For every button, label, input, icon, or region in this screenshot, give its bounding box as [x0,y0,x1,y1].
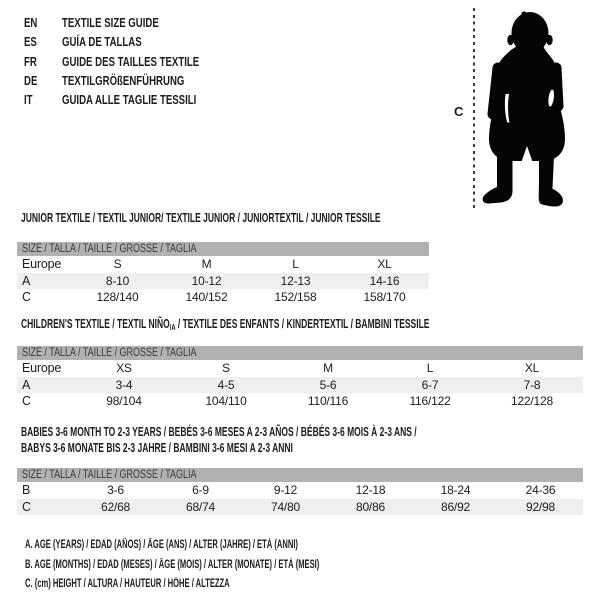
table-row-age-months [17,482,583,499]
note-height-cm [25,575,471,595]
language-code-text: DE [24,72,38,88]
size-header-text: SIZE / TALLA / TAILLE / GRÖSSE / TAGLIA [22,469,197,481]
value-cell: 8-10 [73,273,162,290]
language-code-text: IT [24,92,33,108]
size-cell: XL [524,361,540,375]
children-textile-section [17,316,583,410]
value-cell: 9-12 [273,483,298,497]
value-cell: 152/158 [274,290,317,304]
language-code [24,90,62,109]
row-label: Europe [22,361,62,375]
language-code-text: ES [24,34,37,50]
junior-textile-section [17,210,429,306]
note-age-years [25,536,471,556]
row-label: A [17,273,73,290]
note-age-months [25,556,471,576]
title-line-2: BABYS 3-6 MONATE BIS 2-3 JAHRE / BAMBINI 3-6 MESI A 2-3 ANNI [21,441,293,455]
row-label: C [17,499,73,516]
value-cell: 80/86 [328,499,413,516]
babies-textile-section [17,424,583,515]
language-title: TEXTILE SIZE GUIDE [62,15,159,30]
value-cell: 110/116 [307,394,349,408]
size-cell: XL [377,257,392,271]
value-cell: 7-8 [481,377,583,394]
value-cell: 6-9 [192,483,209,497]
value-cell: 5-6 [277,377,379,394]
size-header-text: SIZE / TALLA / TAILLE / GRÖSSE / TAGLIA [22,243,197,255]
language-code [24,13,62,32]
language-title: GUIDA ALLE TAGLIE TESSILI [62,92,197,108]
value-cell: 14-16 [340,273,429,290]
language-title: GUIDE DES TAILLES TEXTILE [62,53,200,69]
row-label: C [22,394,31,408]
title-subscript: /A [169,322,176,332]
babies-size-table [17,468,583,515]
note-text: C. (cm) HEIGHT / ALTURA / HAUTEUR / HÖHE / ALTEZZA [25,578,230,590]
value-cell: 12-18 [355,483,386,497]
value-cell: 62/68 [73,499,158,516]
language-title-list [24,13,247,109]
language-code [24,32,62,51]
junior-table-title [17,210,429,226]
value-cell: 4-5 [175,377,277,394]
value-cell: 140/152 [185,290,228,304]
size-cell: XS [116,361,132,375]
children-table-title-text [21,316,429,333]
size-header-bar [17,468,583,482]
table-row-age-years [17,377,583,394]
size-cell: M [323,361,333,375]
value-cell: 158/170 [363,290,406,304]
value-cell: 74/80 [243,499,328,516]
language-title: TEXTILGRÖßENFÜHRUNG [62,72,185,88]
language-title: GUÍA DE TALLAS [62,34,142,50]
value-cell: 116/122 [409,394,451,408]
table-row-height-cm [17,499,583,516]
table-row-height-cm [17,289,429,306]
value-cell: 98/104 [106,394,142,408]
language-code [24,71,62,90]
row-label: C [22,290,31,304]
value-cell: 68/74 [158,499,243,516]
legend-notes [25,536,471,595]
value-cell: 24-36 [525,483,556,497]
height-measure-label: C [454,104,464,119]
babies-table-title-text [21,424,417,456]
table-row-age-years [17,273,429,290]
size-cell: M [201,257,212,271]
size-header-text: SIZE / TALLA / TAILLE / GRÖSSE / TAGLIA [22,347,197,359]
language-row-fr [24,52,247,71]
value-cell: 10-12 [162,273,251,290]
table-row-height-cm [17,393,583,410]
row-label: Europe [22,257,62,271]
size-cell: L [426,361,434,375]
value-cell: 18-24 [440,483,471,497]
baby-silhouette-icon [481,10,573,208]
note-text: A. AGE (YEARS) / EDAD (AÑOS) / ÂGE (ANS) / ALTER (JAHRE) / ETÀ (ANNI) [25,539,298,551]
height-measure-dashed-line [473,8,475,212]
language-code-text: EN [24,15,38,30]
language-row-it [24,90,247,109]
language-row-es [24,32,247,51]
value-cell: 104/110 [205,394,247,408]
size-cell: L [292,257,299,271]
row-label: A [17,377,73,394]
language-code-text: FR [24,53,37,69]
size-cell: S [222,361,230,375]
row-label: B [22,483,31,497]
children-size-table [17,346,583,410]
value-cell: 128/140 [96,290,139,304]
size-cell: S [113,257,122,271]
value-cell: 122/128 [511,394,553,408]
table-row-europe [17,360,583,377]
value-cell: 6-7 [379,377,481,394]
size-header-bar [17,242,429,256]
babies-table-title [17,424,583,456]
language-row-en [24,13,247,32]
table-row-europe [17,256,429,273]
title-pre: CHILDREN'S TEXTILE / TEXTIL NIÑO [21,317,170,331]
language-code [24,52,62,71]
language-row-de [24,71,247,90]
note-text: B. AGE (MONTHS) / EDAD (MESES) / ÂGE (MOIS) / ALTER (MONATE) / ETÀ (MESI) [25,558,320,571]
junior-size-table [17,242,429,306]
value-cell: 12-13 [251,273,340,290]
junior-table-title-text: JUNIOR TEXTILE / TEXTIL JUNIOR/ TEXTILE JUNIOR / JUNIORTEXTIL / JUNIOR TESSILE [21,211,381,225]
value-cell: 92/98 [498,499,583,516]
title-line-1: BABIES 3-6 MONTH TO 2-3 YEARS / BEBÉS 3-6 MESES A 2-3 AÑOS / BÉBÉS 3-6 MOIS À 2-3 ANS / [21,425,417,439]
value-cell: 3-4 [73,377,175,394]
value-cell: 86/92 [413,499,498,516]
title-post: / TEXTILE DES ENFANTS / KINDERTEXTIL / BAMBINI TESSILE [175,317,430,331]
children-table-title [17,316,583,333]
value-cell: 3-6 [107,483,124,497]
size-header-bar [17,346,583,360]
